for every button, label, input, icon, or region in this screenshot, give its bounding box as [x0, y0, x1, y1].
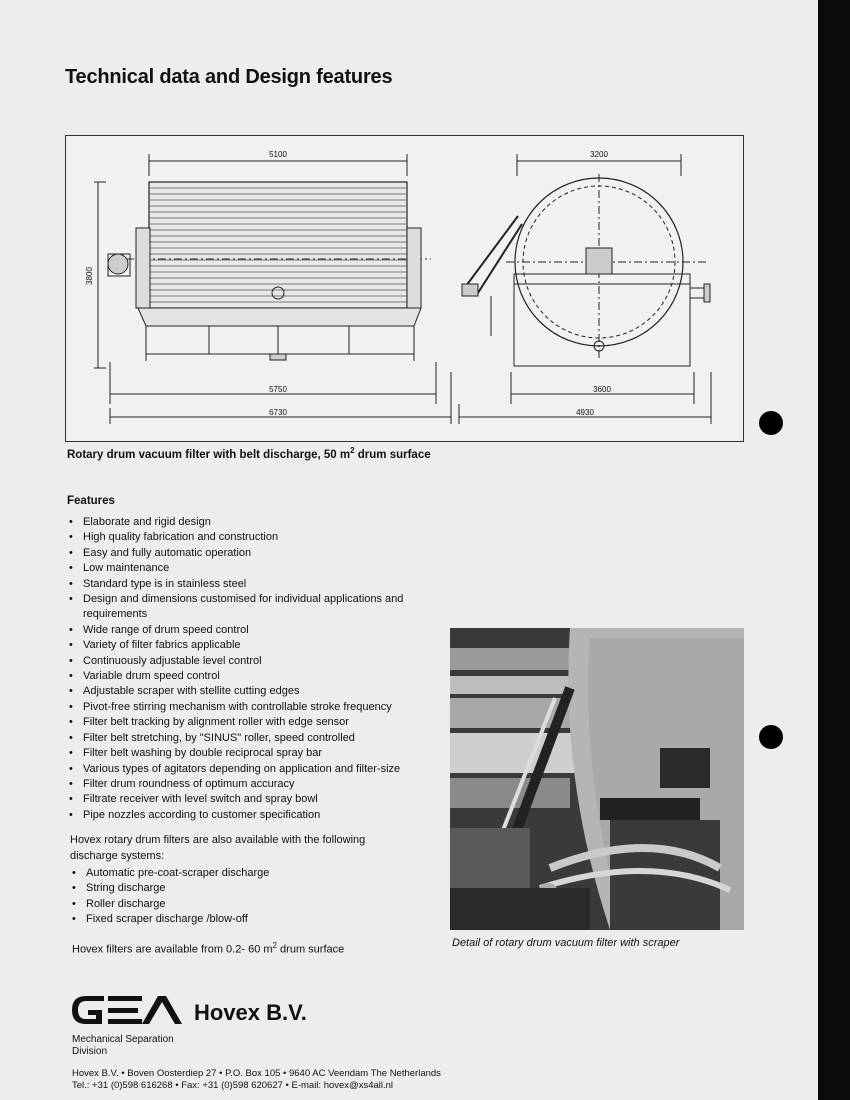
caption-suffix: drum surface — [354, 448, 431, 461]
discharge-intro: Hovex rotary drum filters are also available with the following discharge systems: — [70, 834, 366, 862]
list-item: • Filter belt stretching, by "SINUS" roller, speed controlled — [67, 731, 427, 746]
list-item: • Adjustable scraper with stellite cutting edges — [67, 684, 427, 699]
dim-3800: 3800 — [85, 267, 94, 285]
photo-caption: Detail of rotary drum vacuum filter with scraper — [452, 937, 680, 949]
drawing-caption — [67, 446, 431, 461]
caption-sup: 2 — [350, 446, 355, 455]
list-item: • Fixed scraper discharge /blow-off — [70, 912, 370, 927]
division-line: Mechanical Separation — [72, 1034, 174, 1045]
list-item: • String discharge — [70, 881, 370, 896]
page-title: Technical data and Design features — [65, 66, 393, 88]
dim-4930: 4930 — [576, 408, 594, 417]
list-item: • Filter belt tracking by alignment roller with edge sensor — [67, 715, 427, 730]
division-label — [72, 1034, 174, 1058]
punch-hole — [759, 725, 783, 749]
photo-svg — [450, 628, 744, 930]
technical-drawing — [65, 135, 744, 442]
dim-6730: 6730 — [269, 408, 287, 417]
dim-3200: 3200 — [590, 150, 608, 159]
range-suffix: drum surface — [276, 943, 345, 956]
list-item: • Automatic pre-coat-scraper discharge — [70, 866, 370, 881]
product-photo — [450, 628, 744, 930]
gea-logo — [70, 990, 185, 1035]
range-main: Hovex filters are available from 0.2- 60 m — [72, 943, 273, 956]
features-heading: Features — [67, 495, 115, 507]
list-item: • Elaborate and rigid design — [67, 515, 427, 530]
list-item: • Pivot-free stirring mechanism with controllable stroke frequency — [67, 700, 427, 715]
address-block — [72, 1068, 441, 1092]
drawing-svg — [66, 136, 743, 441]
list-item: • Filter drum roundness of optimum accuracy — [67, 777, 427, 792]
contact-line: Tel.: +31 (0)598 616268 • Fax: +31 (0)598 620627 • E-mail: hovex@xs4all.nl — [72, 1080, 394, 1091]
gea-logo-svg — [70, 990, 185, 1030]
caption-text: Rotary drum vacuum filter with belt discharge, 50 m — [67, 448, 351, 461]
punch-hole — [759, 411, 783, 435]
list-item: • Various types of agitators depending on application and filter-size — [67, 762, 427, 777]
dim-5750: 5750 — [269, 385, 287, 394]
dim-3600: 3600 — [593, 385, 611, 394]
list-item: • Roller discharge — [70, 897, 370, 912]
company-name: Hovex B.V. — [194, 1000, 307, 1025]
list-item: • Easy and fully automatic operation — [67, 546, 427, 561]
list-item: • Continuously adjustable level control — [67, 654, 427, 669]
list-item: • Variety of filter fabrics applicable — [67, 638, 427, 653]
range-text — [72, 938, 344, 958]
list-item: • Pipe nozzles according to customer specification — [67, 808, 427, 823]
list-item: • High quality fabrication and construction — [67, 530, 427, 545]
list-item: • Design and dimensions customised for individual applications and requirements — [67, 592, 427, 623]
list-item: • Variable drum speed control — [67, 669, 427, 684]
list-item: • Filtrate receiver with level switch and spray bowl — [67, 792, 427, 807]
division-line: Division — [72, 1046, 108, 1057]
list-item: • Low maintenance — [67, 561, 427, 576]
range-sup: 2 — [272, 941, 277, 950]
list-item: • Filter belt washing by double reciprocal spray bar — [67, 746, 427, 761]
dim-5100: 5100 — [269, 150, 287, 159]
list-item: • Wide range of drum speed control — [67, 623, 427, 638]
scan-edge-bar — [818, 0, 850, 1100]
address-line: Hovex B.V. • Boven Oosterdiep 27 • P.O. Box 105 • 9640 AC Veendam The Netherlands — [72, 1068, 441, 1079]
list-item: • Standard type is in stainless steel — [67, 577, 427, 592]
features-list — [67, 515, 427, 823]
discharge-list — [70, 866, 370, 928]
